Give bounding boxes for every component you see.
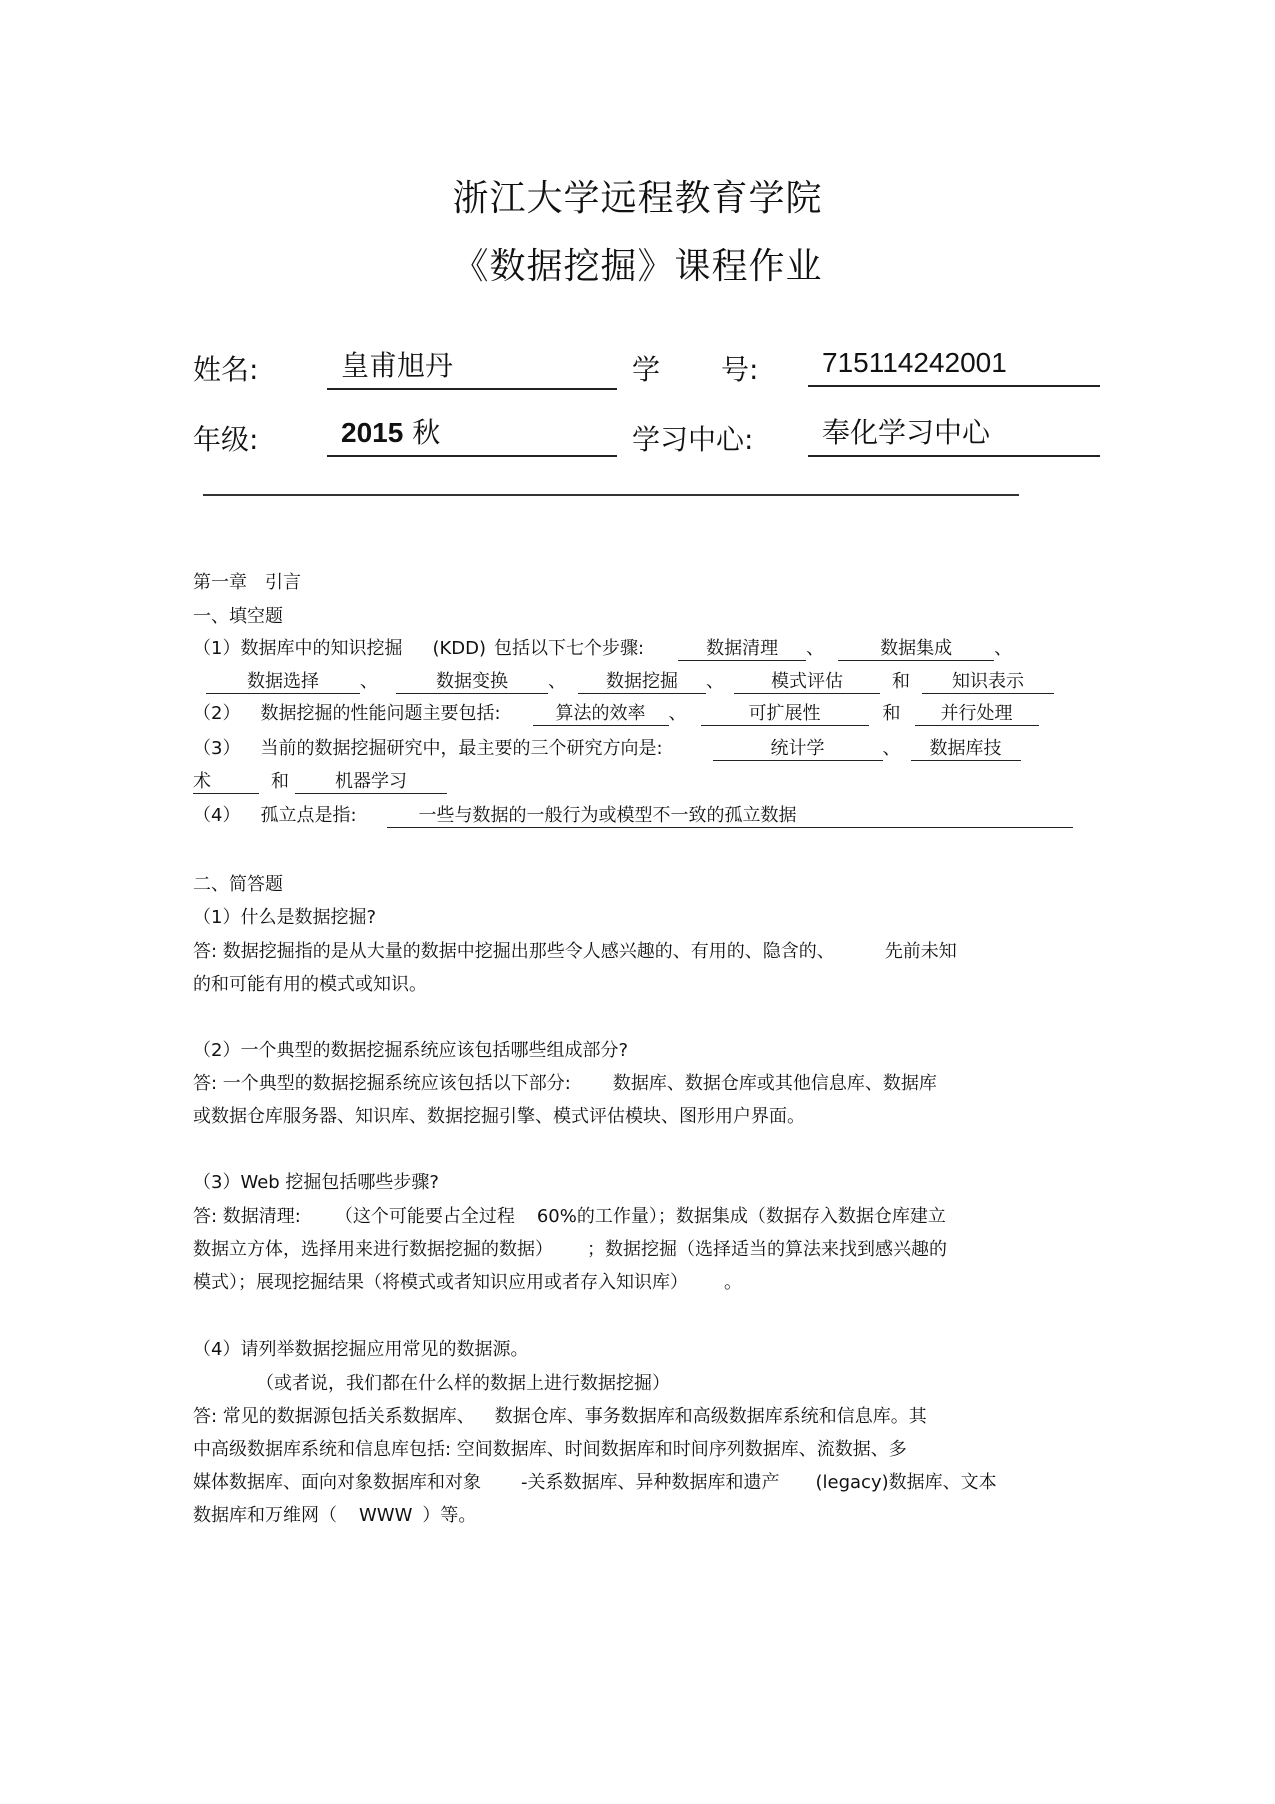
- fill-q4: （4） 孤立点是指: 一些与数据的一般行为或模型不一致的孤立数据: [193, 804, 1073, 828]
- answer-perf-2: 可扩展性: [701, 703, 869, 726]
- center-field: [808, 415, 1100, 457]
- chapter-heading: 第一章 引言: [193, 572, 301, 593]
- short-a4-line4: 数据库和万维网（ WWW ）等。: [193, 1505, 477, 1526]
- institute-title: 浙江大学远程教育学院: [452, 178, 823, 219]
- answer-step-1: 数据清理: [678, 638, 806, 661]
- answer-direction-1: 统计学: [713, 738, 883, 761]
- answer-direction-3: 机器学习: [295, 771, 447, 794]
- short-a4-line1: 答: 常见的数据源包括关系数据库、 数据仓库、事务数据库和高级数据库系统和信息库。其: [193, 1406, 927, 1427]
- fill-q3-line1: （3） 当前的数据挖掘研究中，最主要的三个研究方向是: 统计学 、 数据库技: [193, 737, 1021, 761]
- short-q1: （1）什么是数据挖掘?: [193, 907, 377, 928]
- id-label-a: 学: [632, 353, 661, 386]
- grade-year: 2015: [341, 417, 404, 448]
- short-a3-line3: 模式）；展现挖掘结果（将模式或者知识应用或者存入知识库） 。: [193, 1272, 742, 1293]
- short-a2-line1: 答: 一个典型的数据挖掘系统应该包括以下部分: 数据库、数据仓库或其他信息库、数据库: [193, 1073, 937, 1094]
- grade-label: 年级:: [193, 423, 259, 456]
- grade-term: 秋: [412, 416, 441, 449]
- answer-perf-1: 算法的效率: [533, 703, 669, 726]
- short-a3-line1: 答: 数据清理: （这个可能要占全过程 60%的工作量）；数据集成（数据存入数据仓库建立: [193, 1206, 946, 1227]
- answer-step-4: 数据变换: [396, 671, 548, 694]
- fill-q1-line2: 数据选择 、 数据变换 、 数据挖掘 、 模式评估 和 知识表示: [206, 670, 1054, 694]
- short-a3-line2: 数据立方体，选择用来进行数据挖掘的数据） ；数据挖掘（选择适当的算法来找到感兴趣的: [193, 1239, 947, 1260]
- short-heading: 二、简答题: [193, 874, 283, 895]
- grade-field: [327, 415, 617, 457]
- answer-direction-2a: 数据库技: [911, 738, 1021, 761]
- name-label: 姓名:: [193, 353, 259, 386]
- course-title: 《数据挖掘》课程作业: [452, 246, 823, 287]
- answer-step-3: 数据选择: [206, 671, 360, 694]
- short-q4: （4）请列举数据挖掘应用常见的数据源。: [193, 1339, 529, 1360]
- divider-line: [203, 494, 1019, 496]
- short-a1-line2: 的和可能有用的模式或知识。: [193, 974, 427, 995]
- center-label: 学习中心:: [632, 423, 754, 456]
- id-label-b: 号:: [721, 353, 759, 386]
- fill-q2: （2） 数据挖掘的性能问题主要包括: 算法的效率 、 可扩展性 和 并行处理: [193, 702, 1039, 726]
- name-value: 皇甫旭丹: [341, 349, 454, 382]
- short-a1-line1: 答: 数据挖掘指的是从大量的数据中挖掘出那些令人感兴趣的、有用的、隐含的、 先前未知: [193, 941, 957, 962]
- short-q3: （3）Web 挖掘包括哪些步骤?: [193, 1172, 439, 1193]
- answer-outlier: 一些与数据的一般行为或模型不一致的孤立数据: [387, 805, 1073, 828]
- center-value: 奉化学习中心: [822, 416, 991, 449]
- short-a4-line2: 中高级数据库系统和信息库包括: 空间数据库、时间数据库和时间序列数据库、流数据、多: [193, 1439, 907, 1460]
- answer-step-2: 数据集成: [838, 638, 994, 661]
- answer-step-6: 模式评估: [734, 671, 880, 694]
- answer-perf-3: 并行处理: [915, 703, 1039, 726]
- fill-q3-line2: 术 和 机器学习: [193, 770, 447, 794]
- id-value: 715114242001: [822, 347, 1007, 378]
- answer-step-5: 数据挖掘: [578, 671, 706, 694]
- answer-step-7: 知识表示: [922, 671, 1054, 694]
- short-a2-line2: 或数据仓库服务器、知识库、数据挖掘引擎、模式评估模块、图形用户界面。: [193, 1106, 805, 1127]
- answer-direction-2b: 术: [193, 771, 259, 794]
- short-a4-line3: 媒体数据库、面向对象数据库和对象 -关系数据库、异种数据库和遗产 (legacy)数据库、文本: [193, 1472, 997, 1493]
- id-field: [808, 345, 1100, 387]
- name-field: [327, 348, 617, 390]
- fill-q1-line1: （1）数据库中的知识挖掘 (KDD) 包括以下七个步骤: 数据清理 、 数据集成 、: [193, 638, 1013, 659]
- short-q4-sub: （或者说，我们都在什么样的数据上进行数据挖掘）: [256, 1373, 670, 1394]
- fill-heading: 一、填空题: [193, 606, 283, 627]
- short-q2: （2）一个典型的数据挖掘系统应该包括哪些组成部分?: [193, 1040, 629, 1061]
